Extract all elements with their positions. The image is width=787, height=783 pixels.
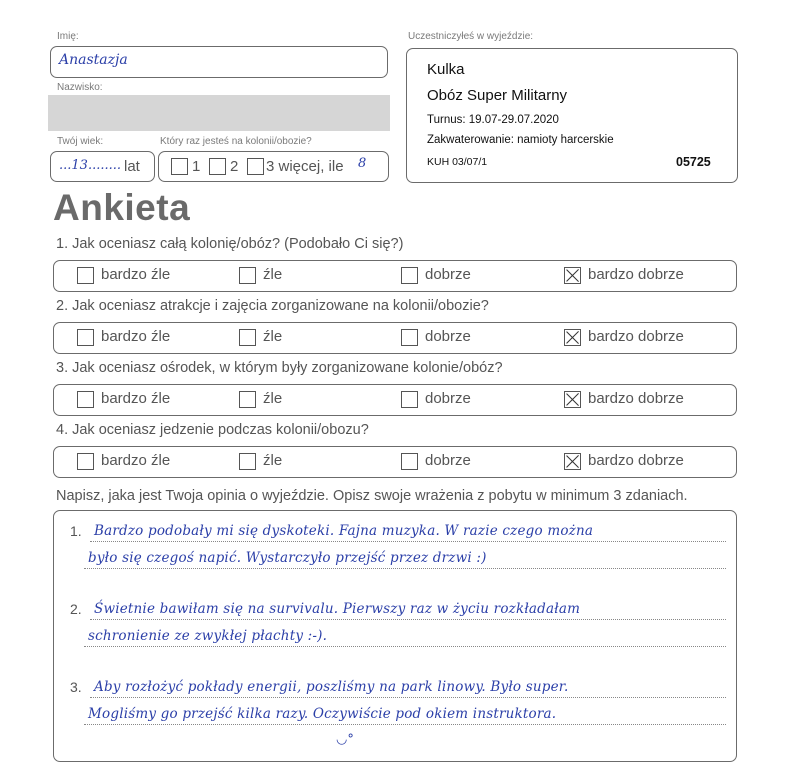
answer-2-number: 2. [70, 601, 82, 617]
which-time-checkbox-2[interactable] [209, 158, 226, 175]
question-2-checkbox-3[interactable] [401, 329, 418, 346]
question-2-checkbox-2[interactable] [239, 329, 256, 346]
answer-3-number: 3. [70, 679, 82, 695]
answer-3-rule-1 [90, 697, 726, 698]
opinion-prompt: Napisz, jaka jest Twoja opinia o wyjeździe. Opisz swoje wrażenia z pobytu w minimum 3 zdaniach. [56, 488, 688, 504]
question-1-checkbox-1[interactable] [77, 267, 94, 284]
surname-redacted [48, 95, 390, 131]
which-time-checkbox-3[interactable] [247, 158, 264, 175]
which-time-option-2: 2 [230, 158, 239, 175]
question-3-checkbox-4[interactable] [564, 391, 581, 408]
which-time-option-3: 3 więcej, ile [266, 158, 344, 175]
camp-accommodation: Zakwaterowanie: namioty harcerskie [427, 134, 614, 146]
name-label: Imię: [57, 31, 79, 42]
question-1-checkbox-2[interactable] [239, 267, 256, 284]
answer-1-rule-1 [90, 541, 726, 542]
answer-3-line-1: Aby rozłożyć pokłady energii, poszliśmy na park linowy. Było super. [94, 679, 569, 695]
name-field[interactable] [50, 46, 388, 78]
camp-number: 05725 [676, 155, 711, 169]
question-1-checkbox-4[interactable] [564, 267, 581, 284]
question-1-options [53, 260, 737, 292]
which-time-field[interactable] [158, 151, 389, 182]
question-3-options [53, 384, 737, 416]
question-2-checkbox-4[interactable] [564, 329, 581, 346]
answer-2-line-2: schronienie ze zwykłej płachty :-). [88, 628, 328, 644]
question-3-checkbox-1[interactable] [77, 391, 94, 408]
page-title: Ankieta [53, 187, 191, 228]
smiley-doodle: ◡° [336, 732, 354, 747]
age-value: ...13........ [59, 158, 121, 173]
camp-code: KUH 03/07/1 [427, 156, 488, 168]
age-field[interactable] [50, 151, 155, 182]
question-2-options [53, 322, 737, 354]
question-1-checkbox-3[interactable] [401, 267, 418, 284]
question-3-checkbox-3[interactable] [401, 391, 418, 408]
question-1-option-label-2: źle [263, 266, 283, 283]
which-time-checkbox-1[interactable] [171, 158, 188, 175]
question-4-checkbox-3[interactable] [401, 453, 418, 470]
question-4-checkbox-2[interactable] [239, 453, 256, 470]
question-3-option-label-1: bardzo źle [101, 390, 171, 407]
question-4-checkbox-1[interactable] [77, 453, 94, 470]
answer-2-rule-1 [90, 619, 726, 620]
question-3-option-label-4: bardzo dobrze [588, 390, 684, 407]
question-2-option-label-4: bardzo dobrze [588, 328, 684, 345]
question-2-text: 2. Jak oceniasz atrakcje i zajęcia zorganizowane na kolonii/obozie? [56, 298, 489, 314]
which-time-option-1: 1 [192, 158, 201, 175]
question-4-option-label-2: źle [263, 452, 283, 469]
question-2-checkbox-1[interactable] [77, 329, 94, 346]
question-4-checkbox-4[interactable] [564, 453, 581, 470]
question-4-option-label-4: bardzo dobrze [588, 452, 684, 469]
which-time-label: Który raz jesteś na kolonii/obozie? [160, 136, 312, 147]
question-1-text: 1. Jak oceniasz całą kolonię/obóz? (Podobało Ci się?) [56, 236, 404, 252]
question-1-option-label-3: dobrze [425, 266, 471, 283]
age-label: Twój wiek: [57, 136, 104, 147]
opinion-box[interactable] [53, 510, 737, 762]
question-4-option-label-1: bardzo źle [101, 452, 171, 469]
question-3-checkbox-2[interactable] [239, 391, 256, 408]
question-3-option-label-3: dobrze [425, 390, 471, 407]
age-unit: lat [124, 158, 140, 175]
camp-name: Obóz Super Militarny [427, 87, 568, 104]
camp-participant-name: Kulka [427, 61, 465, 78]
question-2-option-label-1: bardzo źle [101, 328, 171, 345]
answer-1-line-1: Bardzo podobały mi się dyskoteki. Fajna muzyka. W razie czego można [94, 523, 594, 539]
answer-1-number: 1. [70, 523, 82, 539]
answer-3-rule-2 [84, 724, 726, 725]
answer-3-line-2: Mogliśmy go przejść kilka razy. Oczywiście pod okiem instruktora. [88, 706, 557, 722]
question-4-options [53, 446, 737, 478]
question-3-option-label-2: źle [263, 390, 283, 407]
answer-2-rule-2 [84, 646, 726, 647]
answer-1-rule-2 [84, 568, 726, 569]
question-3-text: 3. Jak oceniasz ośrodek, w którym były zorganizowane kolonie/obóz? [56, 360, 503, 376]
question-2-option-label-3: dobrze [425, 328, 471, 345]
camp-info-box [406, 48, 738, 183]
question-4-option-label-3: dobrze [425, 452, 471, 469]
participant-label: Uczestniczyłeś w wyjeździe: [408, 31, 534, 42]
question-4-text: 4. Jak oceniasz jedzenie podczas kolonii/obozu? [56, 422, 369, 438]
question-2-option-label-2: źle [263, 328, 283, 345]
answer-1-line-2: było się czegoś napić. Wystarczyło przejść przez drzwi :) [88, 550, 487, 566]
question-1-option-label-1: bardzo źle [101, 266, 171, 283]
answer-2-line-1: Świetnie bawiłam się na survivalu. Pierwszy raz w życiu rozkładałam [94, 601, 581, 617]
which-time-value: 8 [358, 156, 367, 171]
camp-turnus: Turnus: 19.07-29.07.2020 [427, 114, 559, 126]
question-1-option-label-4: bardzo dobrze [588, 266, 684, 283]
surname-label: Nazwisko: [57, 82, 103, 93]
name-value: Anastazja [59, 52, 128, 68]
